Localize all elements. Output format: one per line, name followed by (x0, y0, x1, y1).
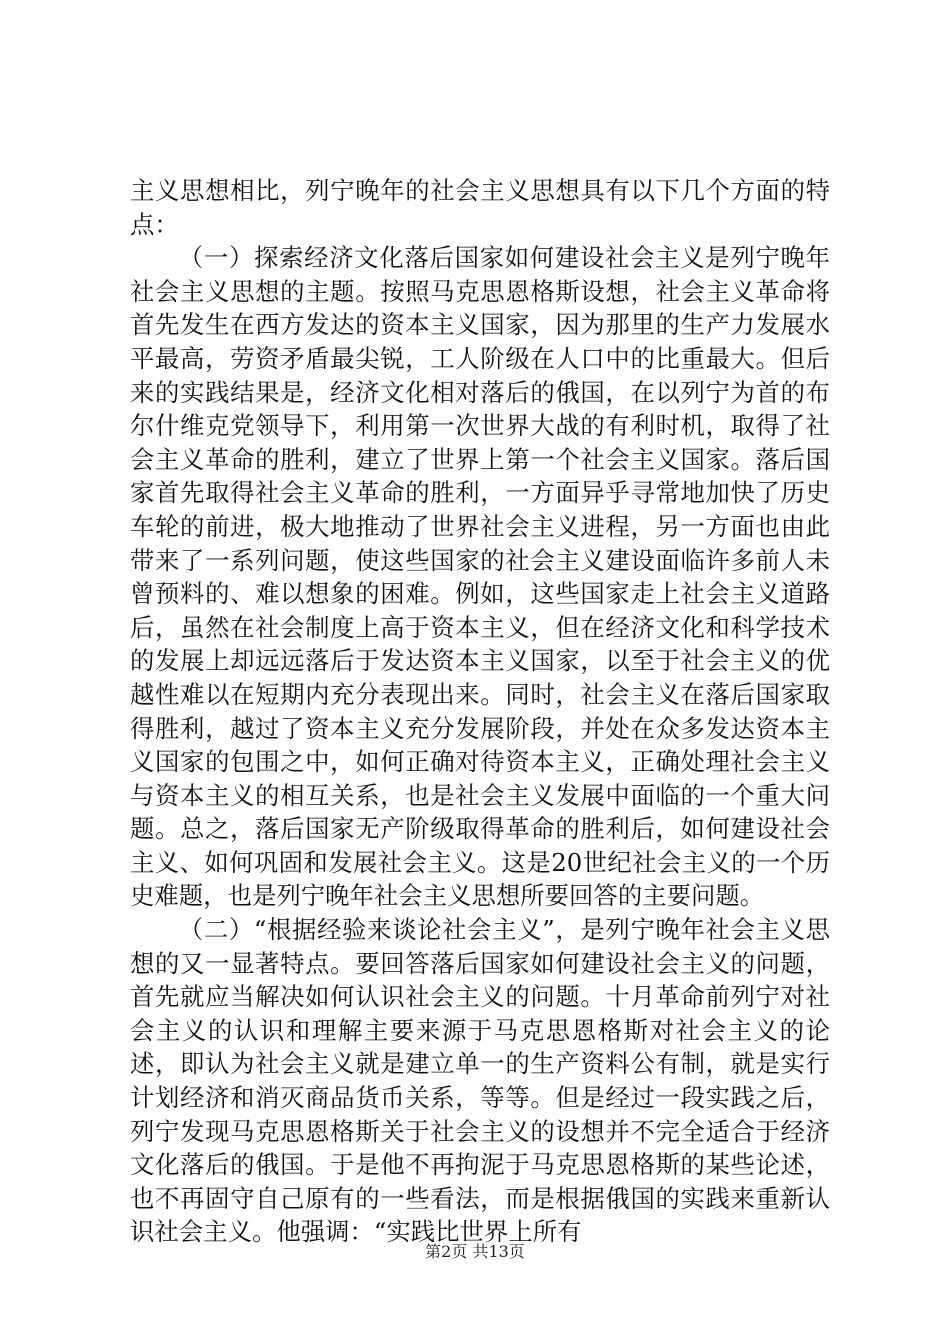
page-number-footer: 第2页 共13页 (425, 1242, 525, 1261)
paragraph-continuation: 主义思想相比，列宁晚年的社会主义思想具有以下几个方面的特点： (130, 176, 830, 239)
paragraph-point-one: （一）探索经济文化落后国家如何建设社会主义是列宁晚年社会主义思想的主题。按照马克思恩格斯设想，社会主义革命将首先发生在西方发达的资本主义国家，因为那里的生产力发展水平最高，劳资矛盾最尖锐，工人阶级在人口中的比重最大。但后来的实践结果是，经济文化相对落后的俄国，在以列宁为首的布尔什维克党领导下，利用第一次世界大战的有利时机，取得了社会主义革命的胜利，建立了世界上第一个社会主义国家。落后国家首先取得社会主义革命的胜利，一方面异乎寻常地加快了历史车轮的前进，极大地推动了世界社会主义进程，另一方面也由此带来了一系列问题，使这些国家的社会主义建设面临许多前人未曾预料的、难以想象的困难。例如，这些国家走上社会主义道路后，虽然在社会制度上高于资本主义，但在经济文化和科学技术的发展上却远远落后于发达资本主义国家，以至于社会主义的优越性难以在短期内充分表现出来。同时，社会主义在落后国家取得胜利，越过了资本主义充分发展阶段，并处在众多发达资本主义国家的包围之中，如何正确对待资本主义，正确处理社会主义与资本主义的相互关系，也是社会主义发展中面临的一个重大问题。总之，落后国家无产阶级取得革命的胜利后，如何建设社会主义、如何巩固和发展社会主义。这是20世纪社会主义的一个历史难题，也是列宁晚年社会主义思想所要回答的主要问题。 (130, 243, 830, 911)
document-body (130, 174, 830, 1249)
paragraph-point-two: （二）“根据经验来谈论社会主义”，是列宁晚年社会主义思想的又一显著特点。要回答落后国家如何建设社会主义的问题，首先就应当解决如何认识社会主义的问题。十月革命前列宁对社会主义的认识和理解主要来源于马克思恩格斯对社会主义的论述，即认为社会主义就是建立单一的生产资料公有制，就是实行计划经济和消灭商品货币关系，等等。但是经过一段实践之后，列宁发现马克思恩格斯关于社会主义的设想并不完全适合于经济文化落后的俄国。于是他不再拘泥于马克思恩格斯的某些论述，也不再固守自己原有的一些看法，而是根据俄国的实践来重新认识社会主义。他强调：“实践比世界上所有 (130, 915, 830, 1247)
